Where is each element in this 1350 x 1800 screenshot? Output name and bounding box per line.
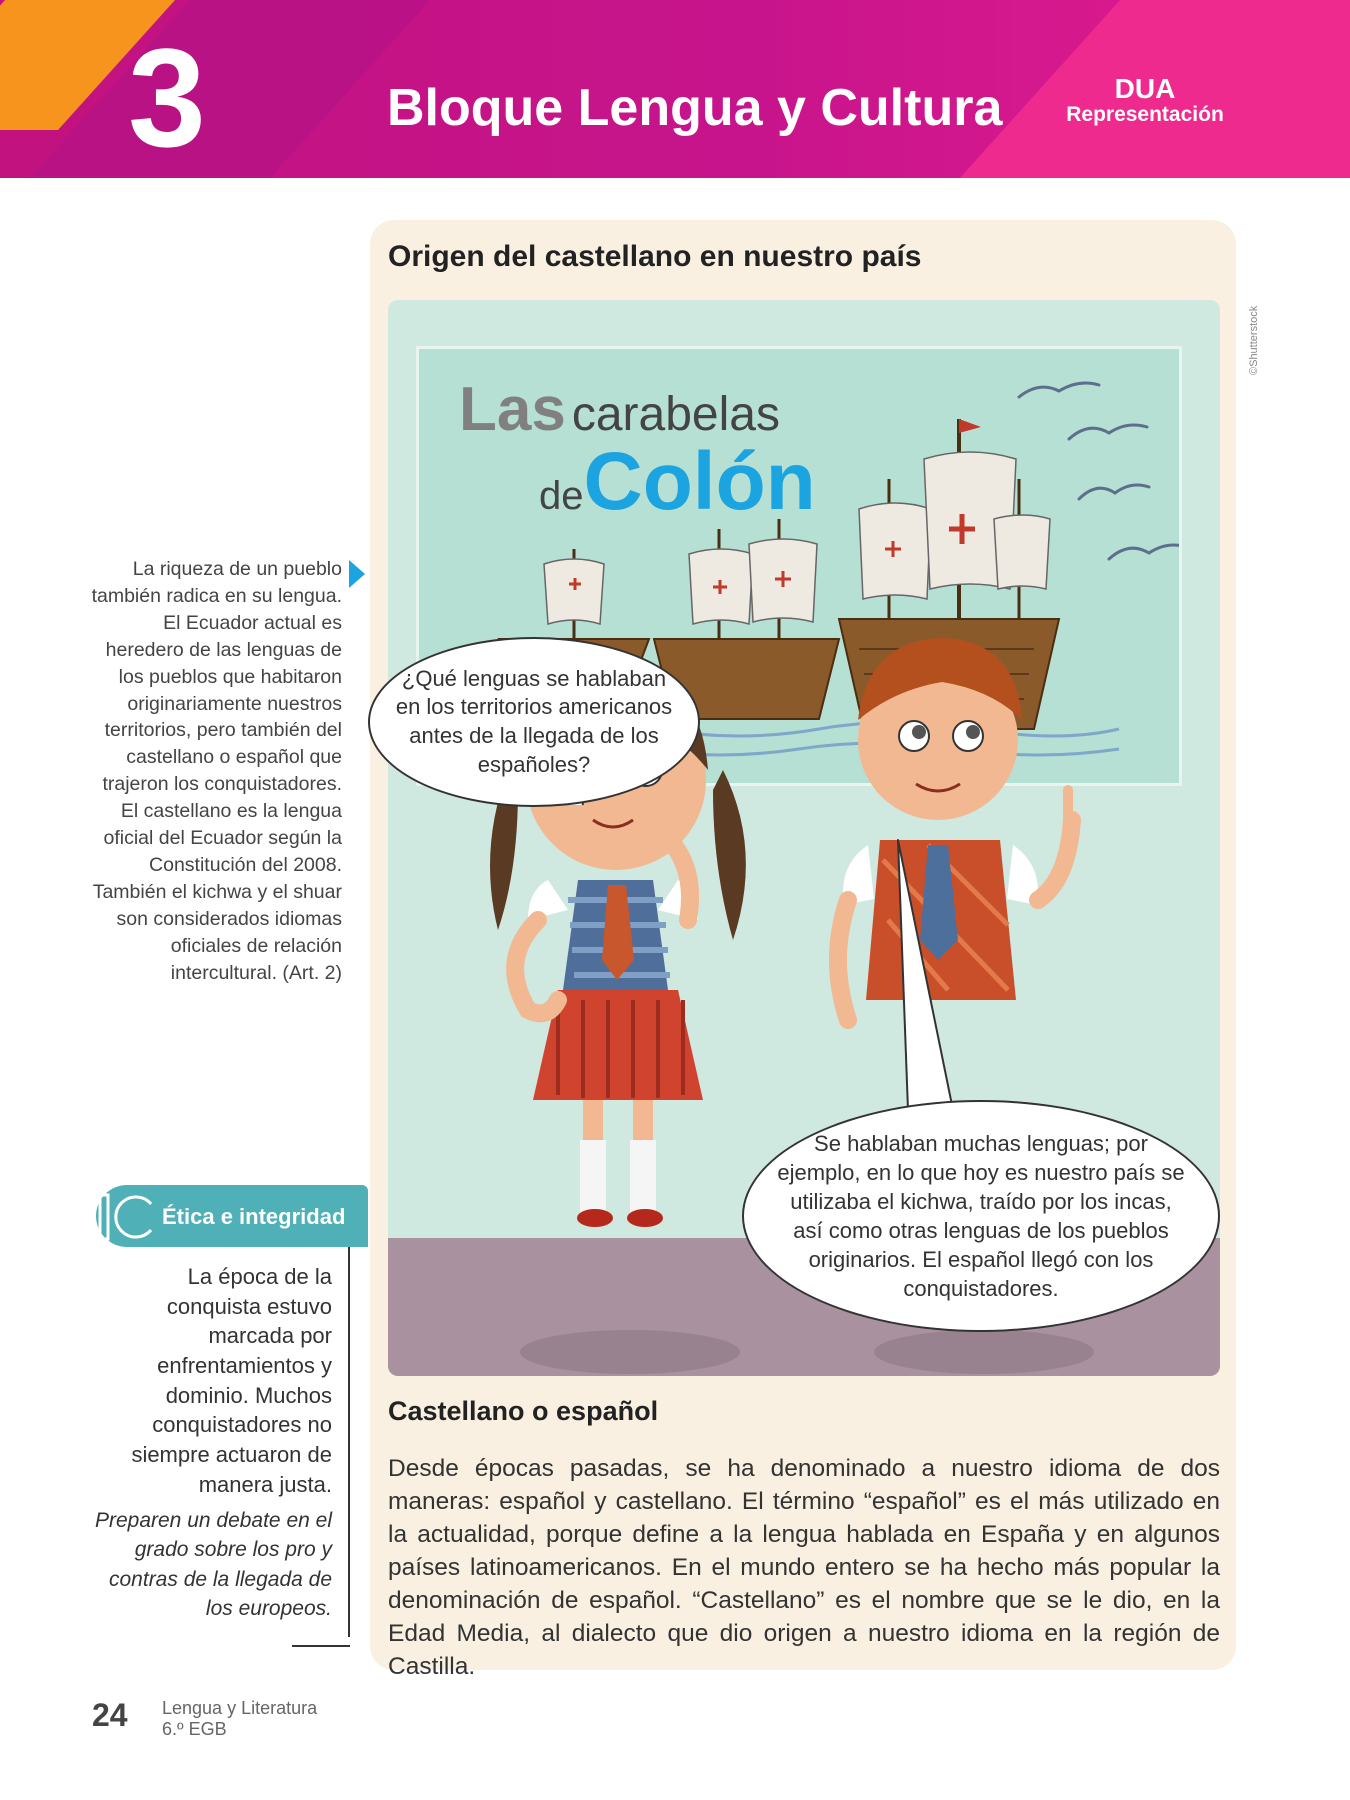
chapter-number: 3 <box>128 19 206 176</box>
ethics-body: La época de la conquista estuvo marcada por enfrentamientos y dominio. Muchos conquistadores no siempre actuaron de manera justa. <box>131 1264 332 1497</box>
sidenote-arrow-icon <box>349 560 365 588</box>
block-title: Bloque Lengua y Cultura <box>387 79 1003 137</box>
ethics-activity: Preparen un debate en el grado sobre los pro y contras de la llegada de los europeos. <box>94 1509 332 1621</box>
footer-book <box>162 1698 317 1739</box>
ethics-title: Ética e integridad <box>162 1204 346 1229</box>
subsection-body: Desde épocas pasadas, se ha denominado a nuestro idioma de dos maneras: español y castellano. El término “español” es el más utilizado en la actualidad, porque define a la lengua hablada en España y en algunos países latinoamericanos. En el mundo entero se ha hecho más popular la denominación de español. “Castellano” es el nombre que se le dio, en la Edad Media, al dialecto que dio origen a nuestro idioma en la región de Castilla. <box>388 1455 1220 1681</box>
section-title: Origen del castellano en nuestro país <box>388 240 922 273</box>
sidenote-text: La riqueza de un pueblo también radica en su lengua. El Ecuador actual es heredero de las lenguas de los pueblos que habitaron originariamente nuestros territorios, pero también del castellano o español que trajeron los conquistadores. El castellano es la lengua oficial del Ecuador según la Constitución del 2008. También el kichwa y el shuar son considerados idiomas oficiales de relación intercultural. (Art. 2) <box>91 558 342 984</box>
ethics-border-foot <box>292 1645 350 1647</box>
boy-speech-bubble: Se hablaban muchas lenguas; por ejemplo, en lo que hoy es nuestro país se utilizaba el kichwa, traído por los incas, así como otras lenguas de los pueblos originarios. El español llegó con los conquistadores. <box>742 1100 1220 1332</box>
image-credit: ©Shutterstock <box>1248 305 1260 375</box>
dua-label: DUA <box>1114 73 1176 104</box>
girl-speech-bubble: ¿Qué lenguas se hablaban en los territorios americanos antes de la llegada de los españoles? <box>368 637 700 807</box>
footer-grade: 6.º EGB <box>162 1718 227 1739</box>
poster-word-las: Las <box>459 375 566 444</box>
poster-word-carabelas: carabelas <box>571 388 780 441</box>
ethics-logo-icon <box>96 1192 156 1242</box>
poster-word-de: de <box>539 474 584 518</box>
dua-badge <box>1050 74 1240 127</box>
page-number: 24 <box>92 1697 128 1733</box>
ethics-border <box>348 1247 350 1637</box>
poster-word-colon: Colón <box>583 436 816 527</box>
footer-book-title: Lengua y Literatura <box>162 1698 318 1718</box>
dua-subtitle: Representación <box>1066 103 1224 127</box>
subsection-title: Castellano o español <box>388 1396 659 1426</box>
